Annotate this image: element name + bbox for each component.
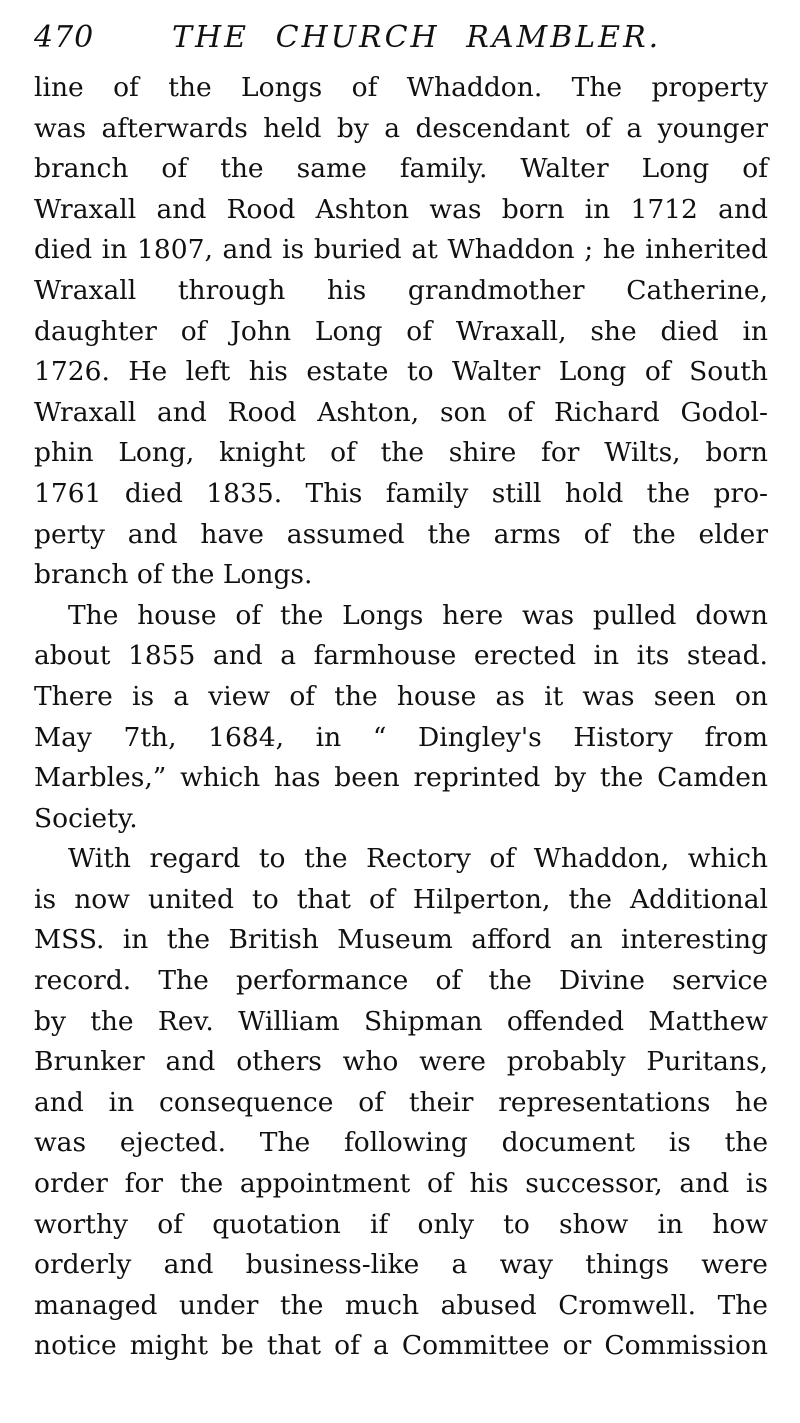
text-line: Wraxall through his grandmother Catherine, [34,274,768,306]
running-head [34,18,768,68]
text-line: was afterwards held by a descendant of a younger [34,112,768,144]
text-line: MSS. in the British Museum afford an interesting [34,924,768,956]
text-line: Marbles,” which has been reprinted by the Camden [34,762,768,794]
paragraph-1 [34,68,768,596]
text-line: order for the appointment of his successor, and is [34,1168,768,1200]
text-line: Wraxall and Rood Ashton, son of Richard Godol- [34,396,768,428]
text-line: May 7th, 1684, in “ Dingley's History from [34,721,768,753]
paragraph-2 [34,596,768,840]
text-line: by the Rev. William Shipman offended Matthew [34,1005,768,1037]
text-line: perty and have assumed the arms of the elder [34,518,768,550]
book-page [34,18,768,1367]
text-line: Society. [34,802,138,834]
text-line: record. The performance of the Divine service [34,965,768,997]
text-line: orderly and business-like a way things were [34,1249,768,1281]
page-number: 470 [34,20,95,55]
text-line: Brunker and others who were probably Puritans, [34,1046,768,1078]
text-line: phin Long, knight of the shire for Wilts, born [34,437,768,469]
running-title: THE CHURCH RAMBLER. [172,20,662,55]
text-line: 1726. He left his estate to Walter Long of South [34,356,768,388]
text-line: worthy of quotation if only to show in how [34,1208,768,1240]
text-line: There is a view of the house as it was seen on [34,680,768,712]
text-line: is now united to that of Hilperton, the Additional [34,883,768,915]
text-line: notice might be that of a Committee or Commission [34,1330,768,1362]
text-line: and in consequence of their representations he [34,1086,768,1118]
text-line: line of the Longs of Whaddon. The property [34,72,768,103]
text-line: Wraxall and Rood Ashton was born in 1712 and [34,193,768,225]
text-line: 1761 died 1835. This family still hold the pro- [34,477,768,509]
body-text [34,68,768,1367]
text-line: branch of the same family. Walter Long of [34,153,768,185]
text-line: died in 1807, and is buried at Whaddon ; he inherited [34,234,768,266]
text-line: daughter of John Long of Wraxall, she died in [34,315,768,347]
text-line: was ejected. The following document is the [34,1127,768,1159]
text-line: branch of the Longs. [34,559,313,591]
text-line: The house of the Longs here was pulled down [68,599,768,631]
text-line: about 1855 and a farmhouse erected in its stead. [34,640,768,672]
text-line: With regard to the Rectory of Whaddon, which [68,843,768,875]
paragraph-3 [34,839,768,1367]
text-line: managed under the much abused Cromwell. The [34,1289,768,1321]
